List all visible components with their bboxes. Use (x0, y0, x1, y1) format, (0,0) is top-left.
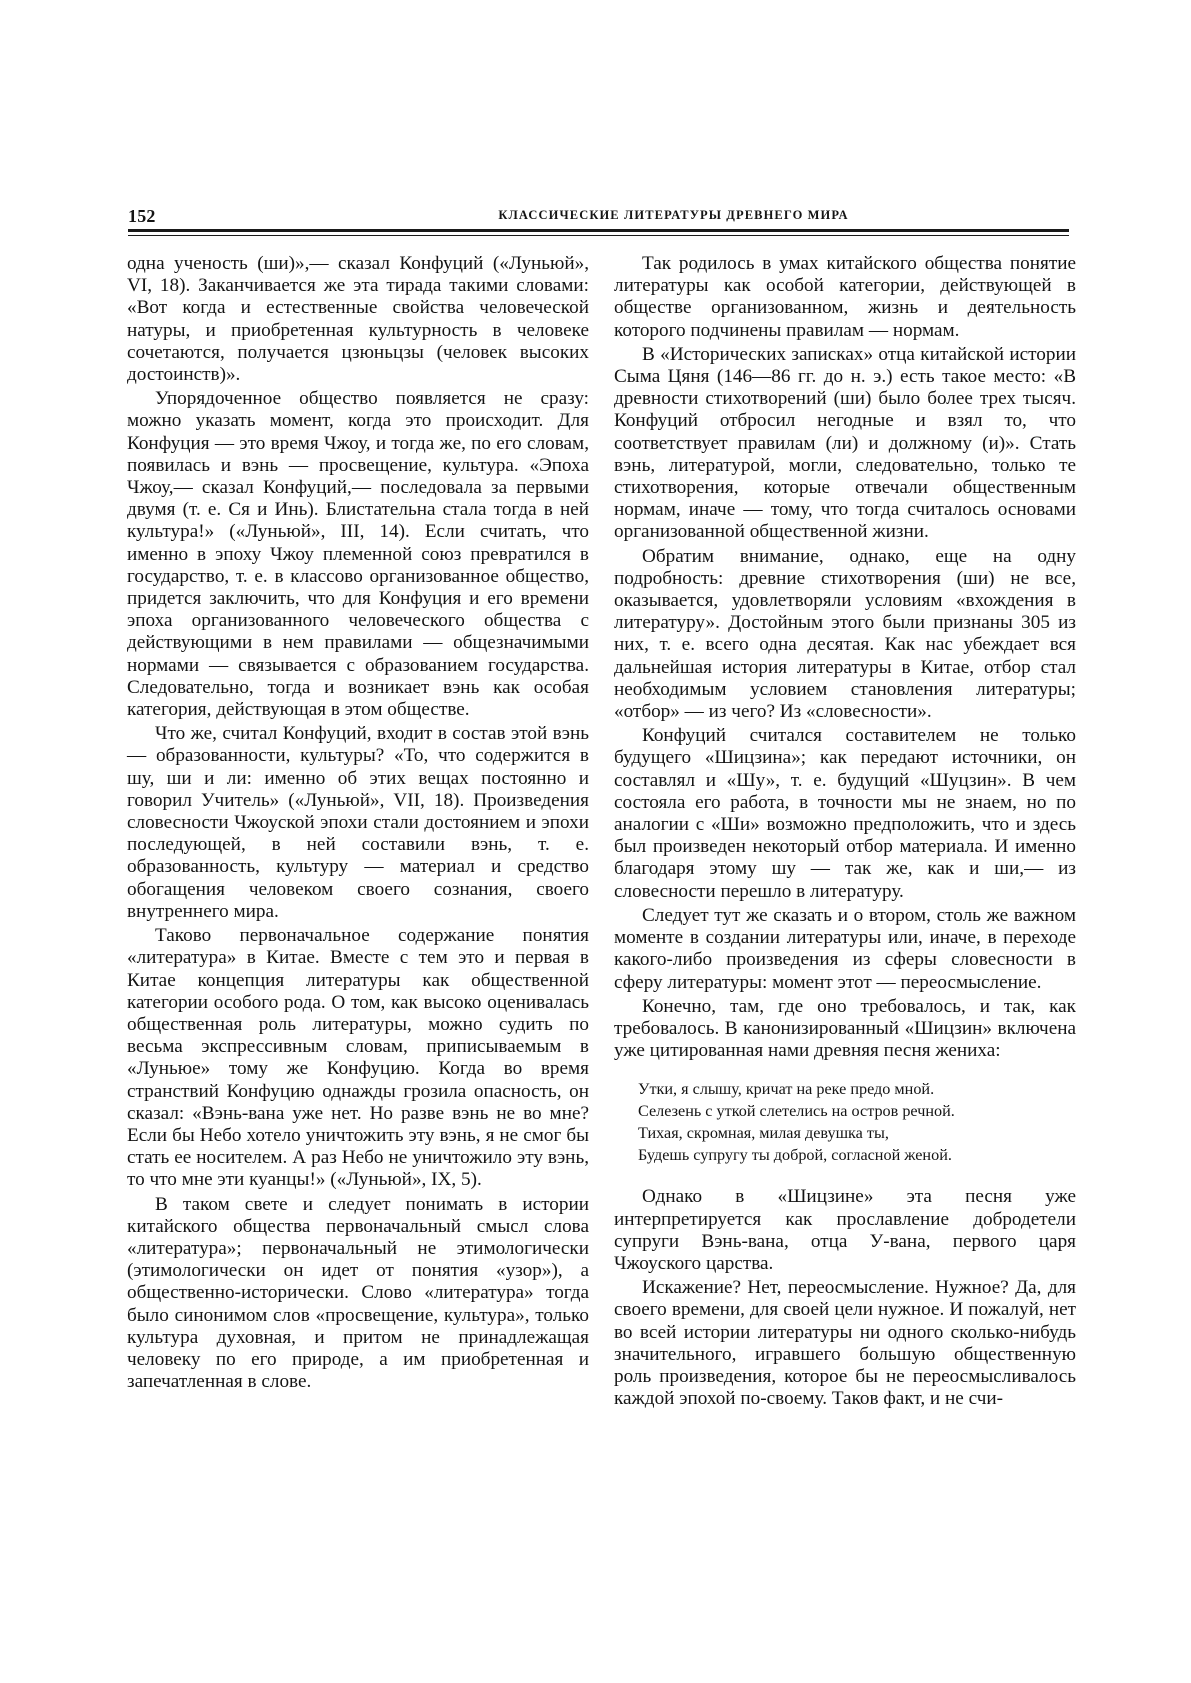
paragraph: Обратим внимание, однако, еще на одну подробность: древние стихотворения (ши) не все, оказывается, удовлетворяли условиям «вхождения в литературу». Достойным этого были признаны 305 из них, т. е. всего одна десятая. Как нас убеждает вся дальнейшая история литературы в Китае, отбор стал необходимым условием становления литературы; «отбор» — из чего? Из «словесности». (614, 545, 1076, 723)
poem-line: Утки, я слышу, кричат на реке предо мной. (638, 1080, 935, 1099)
paragraph: В таком свете и следует понимать в истории китайского общества первоначальный смысл слова «литература»; первоначальный не этимологически (этимологически он идет от понятия «узор»), а общественно-исторически. Слово «литература» тогда было синонимом слов «просвещение, культура», только культура духовная, и притом не принадлежащая человеку по его природе, а им приобретенная и запечатленная в слове. (127, 1193, 589, 1393)
right-column (614, 253, 1076, 1410)
page-number: 152 (128, 206, 156, 226)
paragraph: Однако в «Шицзине» эта песня уже интерпретируется как прославление добродетели супруги Вэнь-вана, отца У-вана, первого царя Чжоуского царства. (614, 1186, 1076, 1274)
paragraph: Искажение? Нет, переосмысление. Нужное? Да, для своего времени, для своей цели нужное. И пожалуй, нет во всей истории литературы ни одного сколько-нибудь значительного, игравшего большую общественную роль произведения, которое бы не переосмысливалось каждой эпохой по-своему. Таков факт, и не счи- (614, 1277, 1076, 1410)
paragraph: Конфуций считался составителем не только будущего «Шицзина»; как передают источники, он составлял и «Шу», т. е. будущий «Шуцзин». В чем состояла его работа, в точности мы не знаем, но по аналогии с «Ши» возможно предположить, что и здесь был произведен некоторый отбор материала. И именно благодаря этому шу — так же, как и ши,— из словесности перешло в литературу. (614, 725, 1076, 902)
poem-block (638, 1078, 1076, 1166)
paragraph: Упорядоченное общество появляется не сразу: можно указать момент, когда это происходит. Для Конфуция — это время Чжоу, и тогда же, по его словам, появилась и вэнь — просвещение, культура. «Эпоха Чжоу,— сказал Конфуций,— последовала за первыми двумя (т. е. Ся и Инь). Блистательна стала тогда в ней культура!» («Луньюй», III, 14). Если считать, что именно в эпоху Чжоу племенной союз превратился в государство, т. е. в классово организованное общество, придется заключить, что для Конфуция и его времени эпоха организованного человеческого общества с действующими в нем правилами — общезначимыми нормами — связывается с образованием государства. Следовательно, тогда и возникает вэнь как особая категория, действующая в этом обществе. (127, 388, 589, 721)
paragraph: Конечно, там, где оно требовалось, и так, как требовалось. В канонизированный «Шицзин» включена уже цитированная нами древняя песня жениха: (614, 995, 1076, 1062)
header-rule-thin (128, 235, 1069, 236)
paragraph: Следует тут же сказать и о втором, столь же важном моменте в создании литературы или, иначе, в переходе какого-либо произведения из сферы словесности в сферу литературы: момент этот — переосмысление. (614, 904, 1076, 993)
poem-line: Будешь супругу ты доброй, согласной женой. (638, 1146, 952, 1165)
paragraph: Так родилось в умах китайского общества понятие литературы как особой категории, действующей в обществе организованном, жизнь и деятельность которого подчинены правилам — нормам. (614, 253, 1076, 341)
paragraph: В «Исторических записках» отца китайской истории Сыма Цяня (146—86 гг. до н. э.) есть такое место: «В древности стихотворений (ши) было более трех тысяч. Конфуций отбросил негодные и взял то, что соответствует правилам (ли) и должному (и)». Стать вэнь, литературой, могли, следовательно, только те стихотворения, которые отвечали общественным нормам, иначе — тому, что тогда считалось основами организованной общественной жизни. (614, 343, 1076, 543)
paragraph: одна ученость (ши)»,— сказал Конфуций («Луньюй», VI, 18). Заканчивается же эта тирада такими словами: «Вот когда и естественные свойства человеческой натуры, и приобретенная культурность в человеке сочетаются, получается цзюньцзы (человек высоких достоинств)». (127, 253, 589, 386)
poem-line: Тихая, скромная, милая девушка ты, (638, 1124, 889, 1143)
left-column (127, 253, 589, 1393)
header-rule-thick (128, 229, 1069, 232)
running-title: КЛАССИЧЕСКИЕ ЛИТЕРАТУРЫ ДРЕВНЕГО МИРА (498, 208, 849, 222)
poem-line: Селезень с уткой слетелись на остров речной. (638, 1102, 955, 1121)
running-head (128, 206, 1069, 228)
paragraph: Таково первоначальное содержание понятия «литература» в Китае. Вместе с тем это и первая в Китае концепция литературы как общественной категории особого рода. О том, как высоко оценивалась общественная роль литературы, можно судить по весьма экспрессивным словам, приписываемым в «Луньюе» тому же Конфуцию. Когда во время странствий Конфуцию однажды грозила опасность, он сказал: «Вэнь-вана уже нет. Но разве вэнь не во мне? Если бы Небо хотело уничтожить эту вэнь, я не смог бы стать ее носителем. А раз Небо не уничтожило эту вэнь, то что мне эти куанцы!» («Луньюй», IX, 5). (127, 925, 589, 1191)
paragraph: Что же, считал Конфуций, входит в состав этой вэнь — образованности, культуры? «То, что содержится в шу, ши и ли: именно об этих вещах постоянно и говорил Учитель» («Луньюй», VII, 18). Произведения словесности Чжоуской эпохи стали достоянием и эпохи последующей, в ней составили вэнь, т. е. образованность, культуру — материал и средство обогащения человеком своего сознания, своего внутреннего мира. (127, 723, 589, 922)
